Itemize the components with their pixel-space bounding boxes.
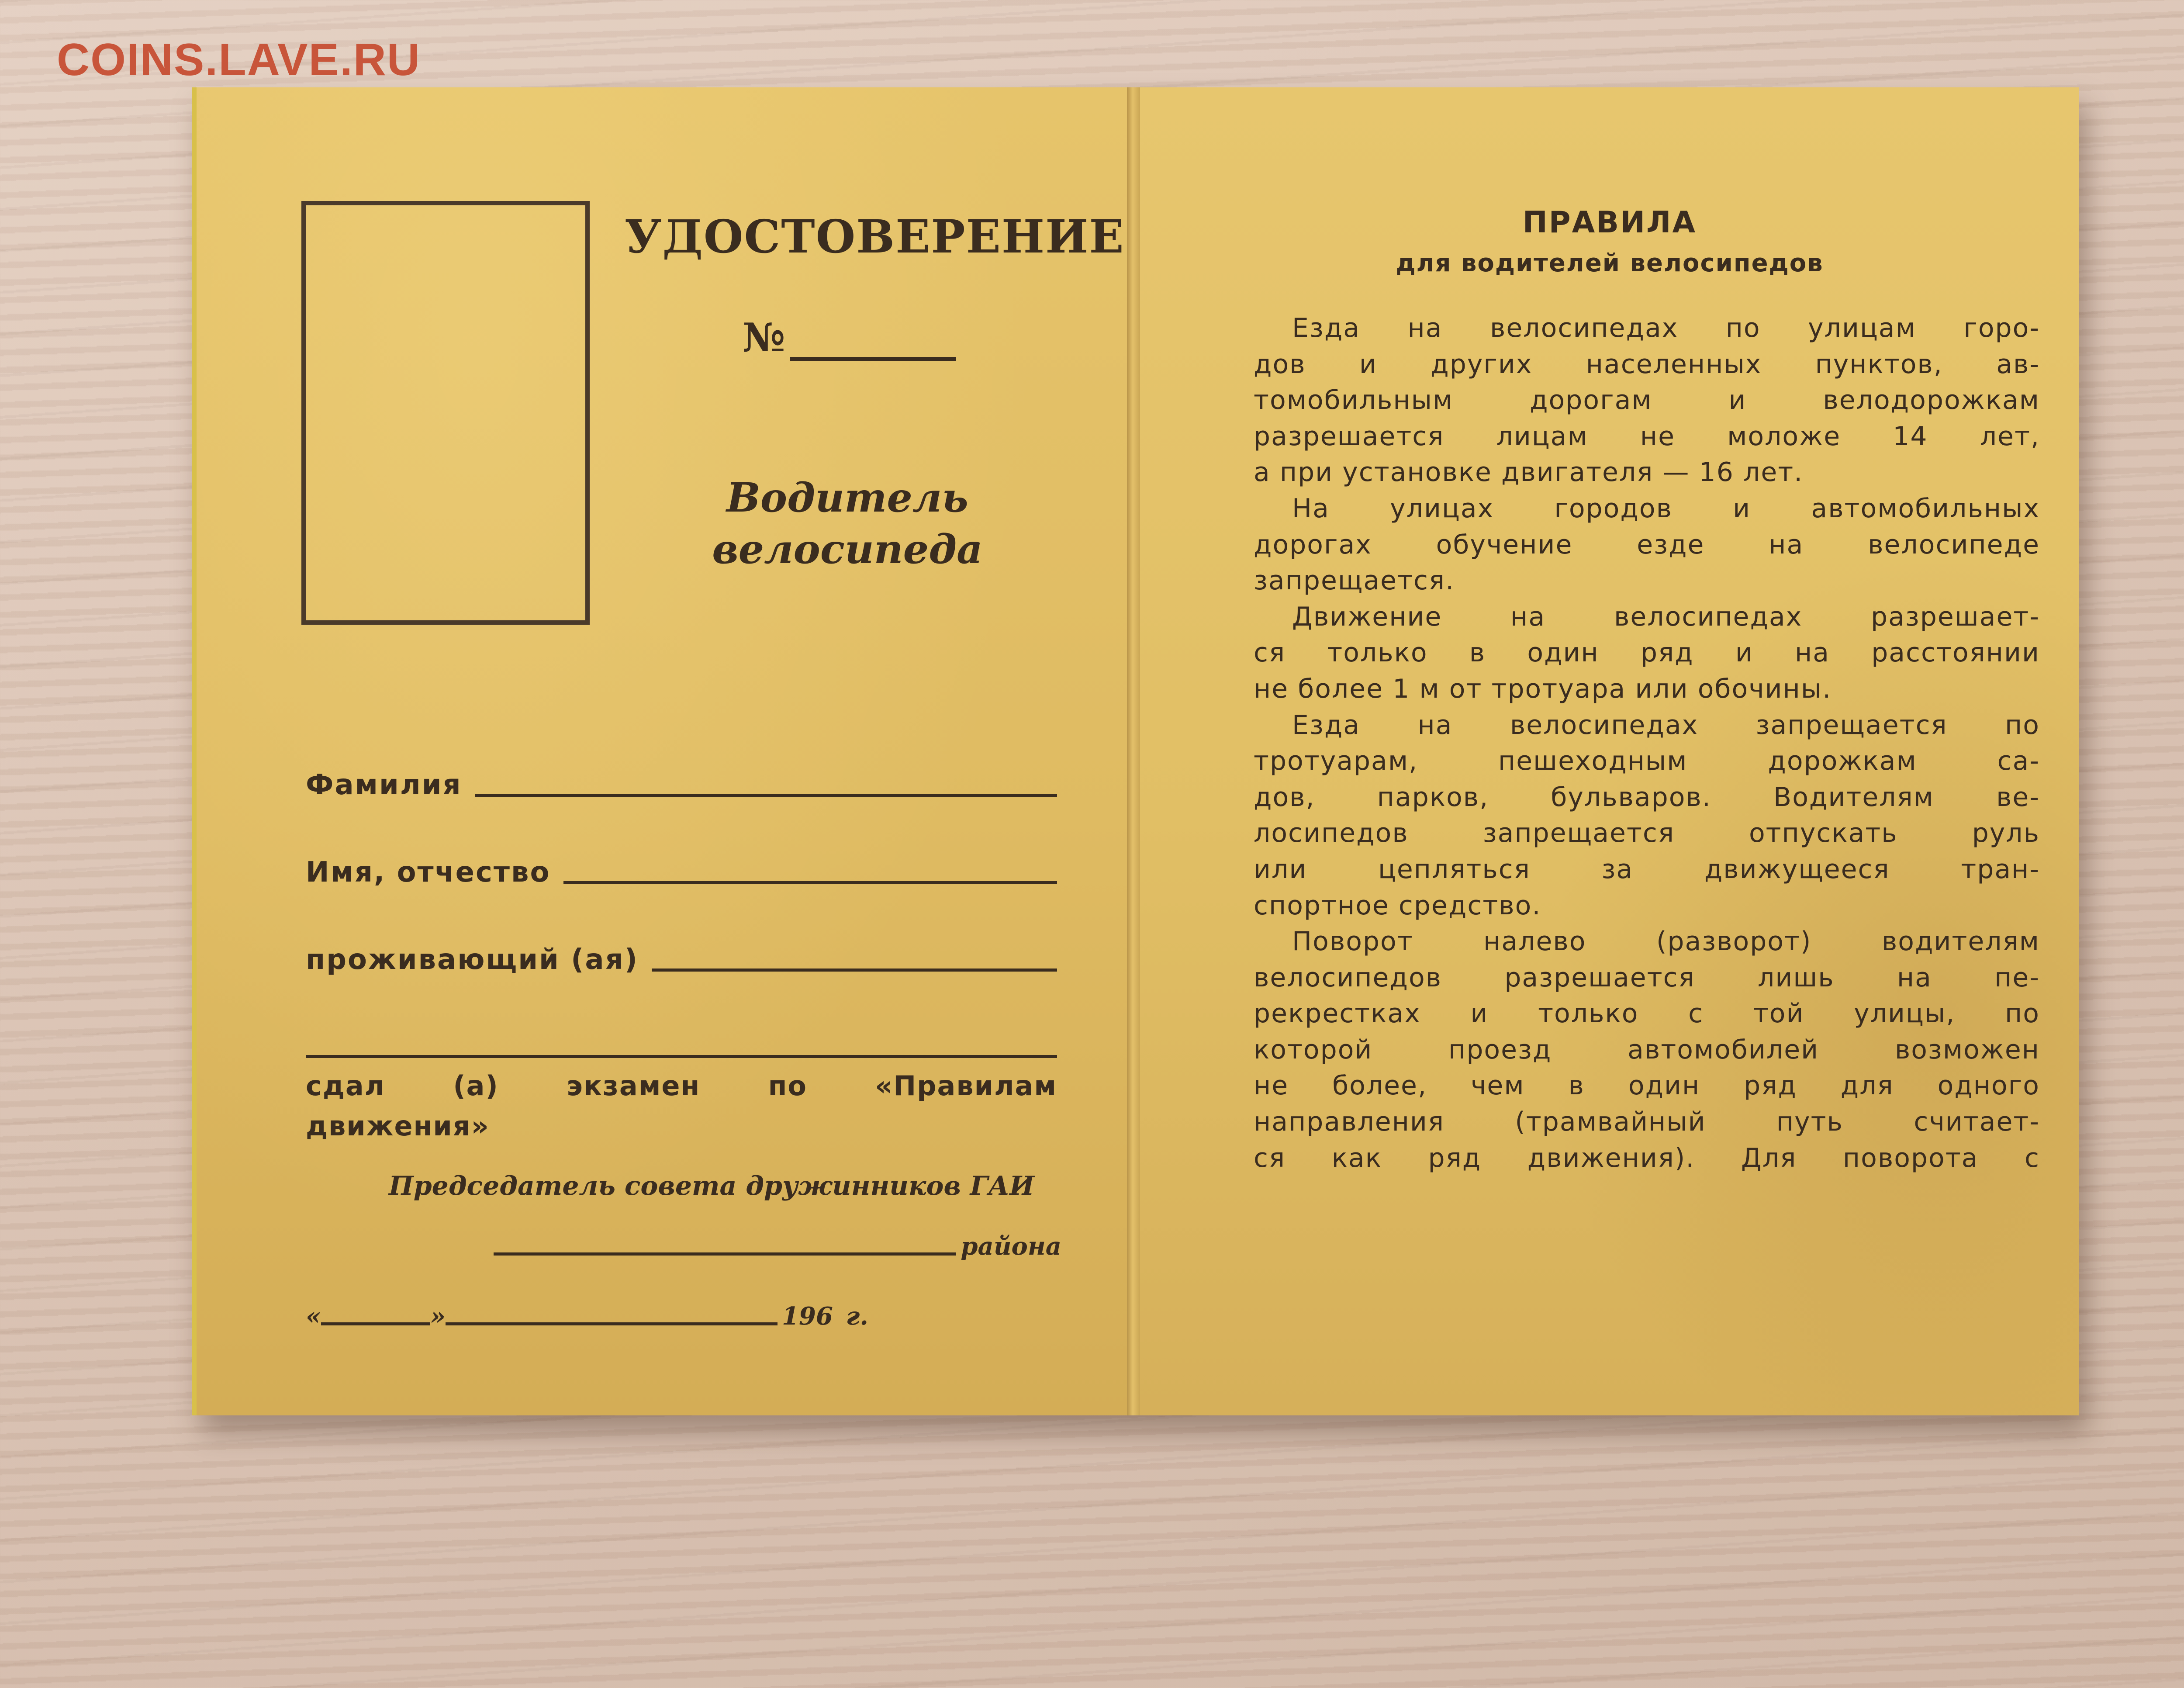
residence-label: проживающий (ая)	[306, 944, 639, 976]
certificate-title: УДОСТОВЕРЕНИЕ	[625, 210, 1125, 263]
rules-line: не более 1 м от тротуара или обочины.	[1254, 673, 1832, 704]
rules-line: дов, парков, бульваров. Водителям ве-	[1254, 782, 2040, 813]
name-field	[306, 856, 1057, 889]
rules-paragraph	[1254, 491, 2040, 599]
rules-line: дорогах обучение езде на велосипеде	[1254, 529, 2040, 560]
residence-field	[306, 944, 1057, 976]
year-suffix: г.	[846, 1302, 868, 1331]
exam-line-2: движения»	[306, 1110, 490, 1142]
date-quote-open: «	[306, 1302, 321, 1331]
rules-line: ся только в один ряд и на расстоянии	[1254, 637, 2040, 668]
rules-paragraph	[1254, 707, 2040, 924]
exam-statement	[306, 1066, 1057, 1146]
date-day-line	[321, 1322, 430, 1325]
number-label: №	[743, 315, 785, 361]
rules-paragraph	[1254, 599, 2040, 707]
name-blank-line	[563, 881, 1057, 884]
holder-role	[673, 472, 1022, 575]
exam-word: «Правилам	[875, 1070, 1057, 1102]
name-label: Имя, отчество	[306, 856, 551, 889]
date-quote-close: »	[430, 1302, 446, 1331]
rules-line: тротуарам, пешеходным дорожкам са-	[1254, 746, 2040, 777]
role-line-1: Водитель	[726, 474, 968, 521]
date-row	[306, 1302, 868, 1331]
photo-placeholder-box	[301, 201, 590, 625]
rules-line: Езда на велосипедах запрещается по	[1292, 709, 2040, 740]
rules-line: ся как ряд движения). Для поворота с	[1254, 1142, 2040, 1173]
surname-field	[306, 769, 1057, 801]
district-row	[494, 1232, 1061, 1261]
center-fold	[1127, 87, 1140, 1415]
rules-line: рекрестках и только с той улицы, по	[1254, 998, 2040, 1029]
rules-line: а при установке двигателя — 16 лет.	[1254, 457, 1804, 488]
rules-paragraph	[1254, 924, 2040, 1176]
exam-word: сдал	[306, 1070, 386, 1102]
rules-line: Поворот налево (разворот) водителям	[1292, 926, 2040, 957]
rules-line: лосипедов запрещается отпускать руль	[1254, 818, 2040, 849]
rules-text	[1254, 310, 2040, 1176]
exam-line-1	[306, 1066, 1057, 1106]
exam-word: экзамен	[567, 1070, 701, 1102]
surname-blank-line	[475, 794, 1057, 797]
rules-line: дов и других населенных пунктов, ав-	[1254, 349, 2040, 380]
rules-subtitle: для водителей велосипедов	[1396, 249, 1824, 277]
year-prefix: 196	[782, 1302, 833, 1331]
rules-line: направления (трамвайный путь считает-	[1254, 1107, 2040, 1138]
role-line-2: велосипеда	[712, 526, 983, 573]
rules-paragraph	[1254, 310, 2040, 491]
residence-blank-line	[652, 969, 1057, 972]
district-blank-line	[494, 1252, 956, 1256]
date-month-line	[446, 1322, 778, 1325]
rules-line: запрещается.	[1254, 565, 1455, 596]
rules-line: разрешается лицам не моложе 14 лет,	[1254, 421, 2040, 452]
exam-word: (а)	[453, 1070, 499, 1102]
surname-label: Фамилия	[306, 769, 462, 801]
rules-line: На улицах городов и автомобильных	[1292, 493, 2040, 524]
rules-line: не более, чем в один ряд для одного	[1254, 1070, 2040, 1101]
rules-line: Езда на велосипедах по улицам горо-	[1292, 313, 2040, 343]
residence-extra-line	[306, 1055, 1057, 1058]
rules-line: или цепляться за движущееся тран-	[1254, 854, 2040, 885]
rules-line: велосипедов разрешается лишь на пе-	[1254, 962, 2040, 993]
rules-line: спортное средство.	[1254, 890, 1541, 921]
rules-line: Движение на велосипедах разрешает-	[1292, 601, 2040, 632]
chairman-caption: Председатель совета дружинников ГАИ	[389, 1171, 1034, 1201]
certificate-number	[743, 315, 956, 361]
watermark-text: COINS.LAVE.RU	[57, 35, 421, 85]
rules-title: ПРАВИЛА	[1522, 205, 1697, 240]
rules-line: томобильным дорогам и велодорожкам	[1254, 385, 2040, 416]
left-page	[192, 87, 1131, 1415]
right-page	[1140, 87, 2079, 1415]
rules-line: которой проезд автомобилей возможен	[1254, 1034, 2040, 1065]
district-label: района	[961, 1232, 1061, 1261]
number-blank-line	[790, 331, 956, 361]
exam-word: по	[768, 1070, 807, 1102]
bicycle-driver-certificate	[192, 87, 2079, 1415]
